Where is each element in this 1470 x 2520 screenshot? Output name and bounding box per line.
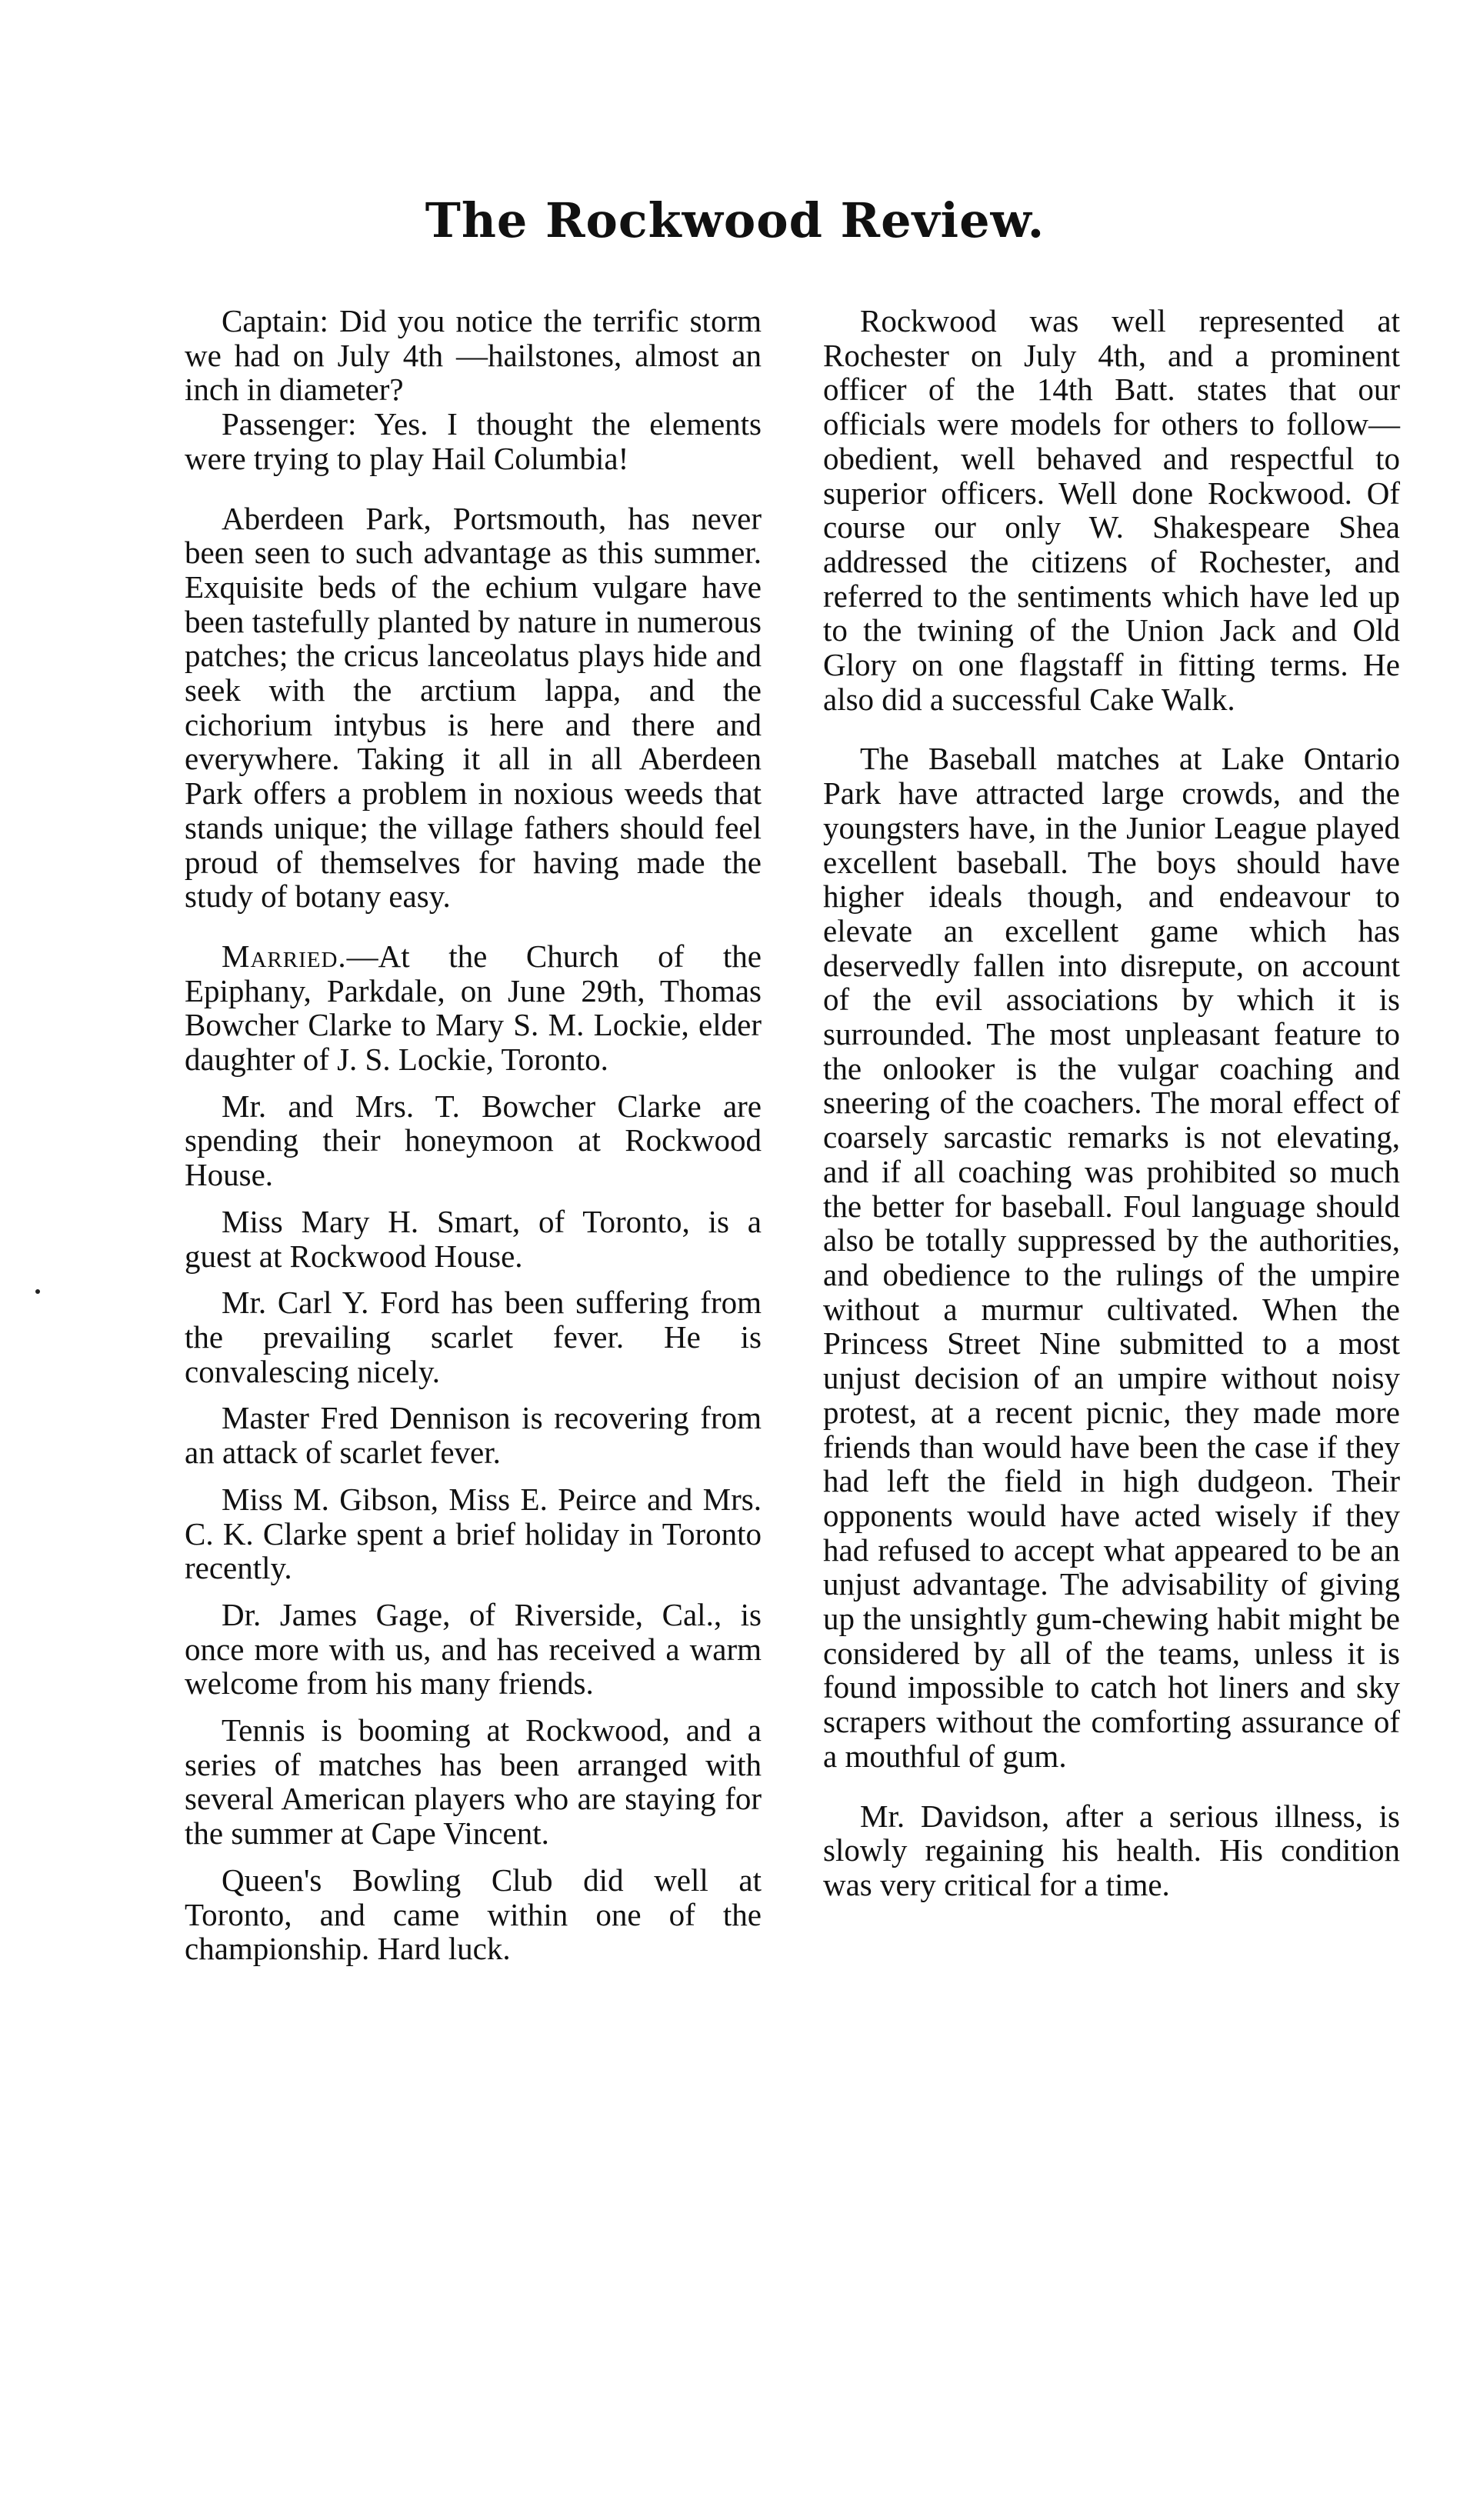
married-text: —At the Church of the Epiphany, Parkdale, on June 29th, Thomas Bowcher Clarke to Mary S. M. Lockie, elder daughter of J. S. Lockie, Toronto.: [185, 938, 762, 1078]
married-label: Married.: [222, 938, 347, 974]
married-notice: [185, 939, 762, 1077]
gibson-item: Miss M. Gibson, Miss E. Peirce and Mrs. C. K. Clarke spent a brief holiday in Toronto recently.: [185, 1481, 762, 1586]
ford-item: Mr. Carl Y. Ford has been suffering from the prevailing scarlet fever. He is convalescing nicely.: [185, 1285, 762, 1389]
davidson-item: Mr. Davidson, after a serious illness, is slowly regaining his health. His condition was very critical for a time.: [823, 1798, 1400, 1902]
right-column: [823, 304, 1400, 1928]
baseball-item: The Baseball matches at Lake Ontario Park have attracted large crowds, and the youngsters have, in the Junior League played excellent baseball. The boys should have higher ideals though, and endeavour to elevate an excellent game which has deservedly fallen into disrepute, on account of the evil associations by which it is surrounded. The most unpleasant feature to the onlooker is the vulgar coaching and sneering of the coachers. The moral effect of coarsely sarcastic remarks is not elevating, and if all coaching was prohibited so much the better for baseball. Foul language should also be totally suppressed by the authorities, and obedience to the rulings of the umpire without a murmur cultivated. When the Princess Street Nine submitted to a most unjust decision of an umpire without noisy protest, at a recent picnic, they made more friends than would have been the case if they had left the field in high dudgeon. Their opponents would have acted wisely if they had refused to accept what appeared to be an unjust advantage. The advisability of giving up the unsightly gum-chewing habit might be considered by all of the teams, unless it is found impossible to catch hot liners and sky scrapers without the comforting assurance of a mouthful of gum.: [823, 741, 1400, 1774]
aberdeen-park-item: Aberdeen Park, Portsmouth, has never been seen to such advantage as this summer. Exquisite beds of the echium vulgare have been tastefully planted by nature in numerous patches; the cricus lanceolatus plays hide and seek with the arctium lappa, and the cichorium intybus is here and there and everywhere. Taking it all in all Aberdeen Park offers a problem in noxious weeds that stands unique; the village fathers should feel proud of themselves for having made the study of botany easy.: [185, 500, 762, 915]
honeymoon-item: Mr. and Mrs. T. Bowcher Clarke are spending their honeymoon at Rockwood House.: [185, 1088, 762, 1193]
left-column: [185, 304, 762, 1978]
rochester-item: Rockwood was well represented at Rochester on July 4th, and a prominent officer of the 14th Batt. states that our officials were models for others to follow—obedient, well behaved and respectful to superior officers. Well done Rockwood. Of course our only W. Shakespeare Shea addressed the citizens of Rochester, and referred to the sentiments which have led up to the twining of the Union Jack and Old Glory on one flagstaff in fitting terms. He also did a successful Cake Walk.: [823, 303, 1400, 717]
smart-item: Miss Mary H. Smart, of Toronto, is a guest at Rockwood House.: [185, 1203, 762, 1274]
dialogue-captain: Captain: Did you notice the terrific storm we had on July 4th —hailstones, almost an inch in diameter?: [185, 303, 762, 408]
tennis-item: Tennis is booming at Rockwood, and a series of matches has been arranged with several American players who are staying for the summer at Cape Vincent.: [185, 1712, 762, 1852]
page-title: The Rockwood Review.: [425, 192, 1045, 248]
dialogue-passenger: Passenger: Yes. I thought the elements were trying to play Hail Columbia!: [185, 406, 762, 476]
dennison-item: Master Fred Dennison is recovering from an attack of scarlet fever.: [185, 1400, 762, 1471]
ink-dot: [35, 1289, 40, 1294]
gage-item: Dr. James Gage, of Riverside, Cal., is once more with us, and has received a warm welcome from his many friends.: [185, 1596, 762, 1702]
bowling-item: Queen's Bowling Club did well at Toronto, and came within one of the championship. Hard luck.: [185, 1862, 762, 1967]
